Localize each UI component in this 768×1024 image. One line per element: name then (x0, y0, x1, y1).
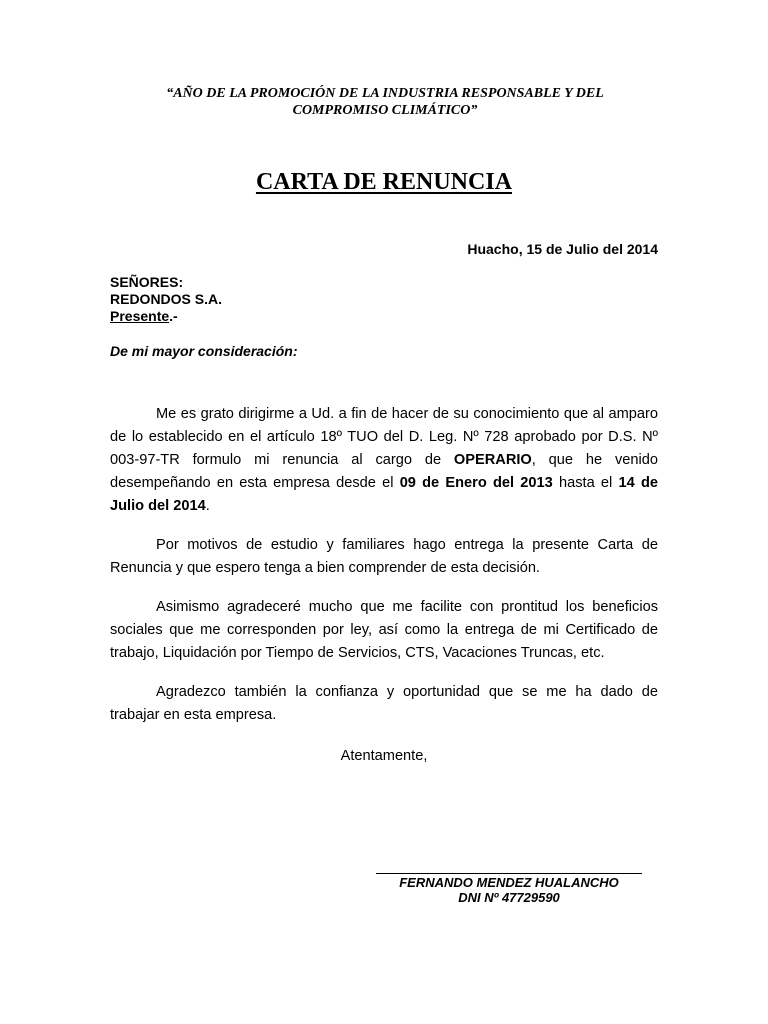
letter-date: Huacho, 15 de Julio del 2014 (467, 241, 658, 257)
paragraph-1-text-d: . (205, 498, 210, 514)
position-name: OPERARIO (453, 452, 532, 468)
addressee-salutation: SEÑORES: (110, 274, 184, 290)
greeting: De mi mayor consideración: (110, 343, 298, 359)
start-date: 09 de Enero del 2013 (399, 475, 553, 491)
addressee-company: REDONDOS S.A. (110, 291, 223, 307)
addressee-presente-suffix: .- (169, 308, 178, 324)
year-motto-line-2: COMPROMISO CLIMÁTICO” (292, 103, 478, 118)
paragraph-1-text-a: Me es grato dirigirme a Ud. a fin de hacer de su conocimiento que al amparo de lo establecido en el artículo 18º TUO del D. Leg. Nº 728 aprobado por D.S. Nº 003-97-TR formulo mi renuncia al cargo de (110, 406, 658, 468)
paragraph-benefits: Asimismo agradeceré mucho que me facilite con prontitud los beneficios sociales que me corresponden por ley, así como la entrega de mi Certificado de trabajo, Liquidación por Tiempo de Servicios, CTS, Vacaciones Truncas, etc. (110, 599, 658, 661)
end-date: 14 de Julio del 2014 (110, 475, 658, 514)
year-motto-line-1: “AÑO DE LA PROMOCIÓN DE LA INDUSTRIA RESPONSABLE Y DEL (166, 86, 604, 101)
paragraph-reasons: Por motivos de estudio y familiares hago entrega la presente Carta de Renuncia y que espero tenga a bien comprender de esta decisión. (110, 537, 658, 576)
paragraph-1-text-c: hasta el (552, 475, 619, 491)
letter-body (110, 403, 658, 743)
addressee-presente-line (110, 308, 222, 325)
signature-block (376, 875, 642, 905)
letter-title (110, 168, 658, 196)
paragraph-resignation (110, 403, 658, 518)
paragraph-thanks: Agradezco también la confianza y oportunidad que se me ha dado de trabajar en esta empresa. (110, 684, 658, 723)
signer-name: FERNANDO MENDEZ HUALANCHO (399, 875, 619, 890)
closing-phrase: Atentamente, (340, 748, 428, 764)
addressee-block (110, 274, 222, 325)
paragraph-1-text-b: , que he venido desempeñando en esta empresa desde el (110, 452, 658, 491)
letter-title-text: CARTA DE RENUNCIA (255, 169, 513, 195)
signature-line (376, 873, 642, 874)
signer-dni: DNI Nº 47729590 (458, 890, 560, 905)
addressee-presente: Presente (110, 308, 170, 324)
year-motto (110, 85, 660, 119)
